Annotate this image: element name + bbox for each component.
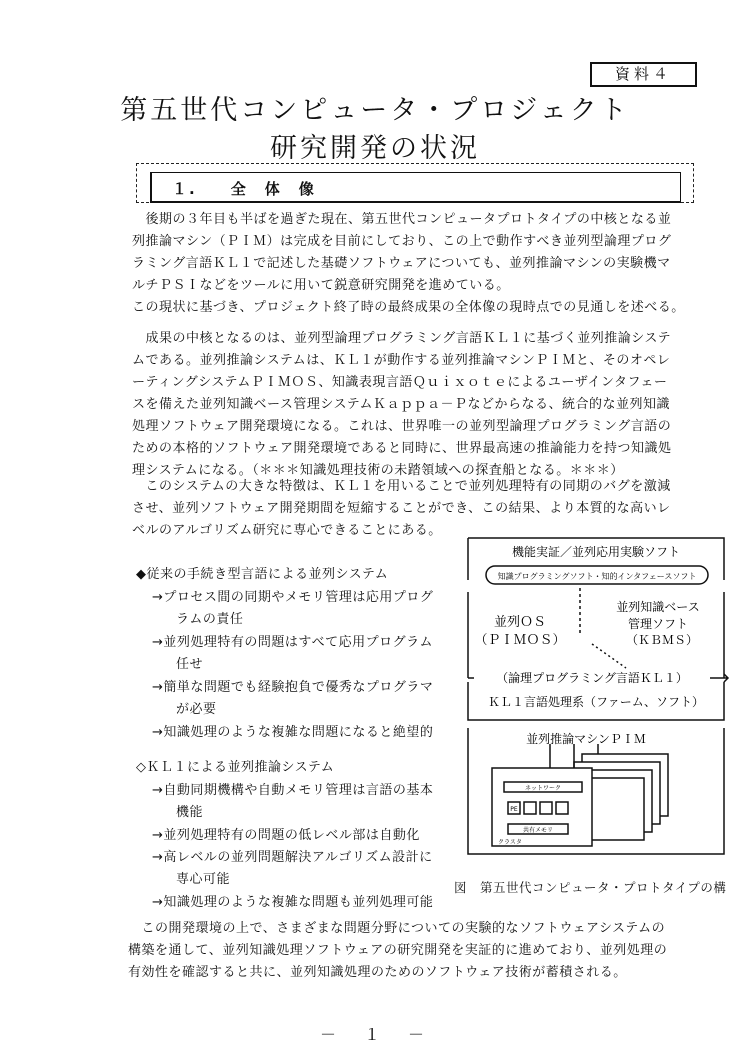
list-item: →知識処理のような複雑な問題も並列処理可能 bbox=[152, 895, 434, 910]
diagram-pe-label: PE bbox=[510, 806, 518, 813]
connector-dotted bbox=[592, 644, 626, 668]
diagram-os-line1: 並列ＯＳ bbox=[493, 615, 547, 630]
lang-arrow bbox=[710, 674, 728, 682]
diagram-top-label: 機能実証／並列応用実験ソフト bbox=[511, 545, 681, 559]
section-heading: １. 全 体 像 bbox=[172, 180, 316, 198]
diagram-kbms-line1: 並列知識ベース bbox=[616, 600, 700, 614]
document-tag: 資料４ bbox=[590, 62, 697, 87]
title-line-1: 第五世代コンピュータ・プロジェクト bbox=[120, 95, 630, 126]
diagram-lang-label: （論理プログラミング言語ＫＬ１） bbox=[496, 671, 688, 685]
diagram-pim-label: 並列推論マシンＰＩＭ bbox=[526, 732, 646, 746]
paragraph-4: この開発環境の上で、さまざまな問題分野についての実験的なソフトウェアシステムの 構築を通して、並列知識処理ソフトウェアの研究開発を実証的に進めており、並列処理の 有効性を確認すると共に、並列知識処理のためのソフトウェア技術が蓄積される。 bbox=[128, 921, 668, 980]
diagram-proc-label: ＫＬ１言語処理系（ファーム、ソフト） bbox=[487, 695, 705, 709]
diagram-cluster-label: クラスタ bbox=[498, 839, 522, 846]
list-item: が必要 bbox=[176, 702, 217, 717]
diagram-kbms-line3: （ＫＢＭＳ） bbox=[625, 633, 699, 647]
list-item: →簡単な問題でも経験抱負で優秀なプログラマ bbox=[152, 680, 434, 695]
list-item: →自動同期機構や自動メモリ管理は言語の基本 bbox=[152, 783, 434, 798]
list-item: →プロセス間の同期やメモリ管理は応用プログ bbox=[152, 590, 434, 605]
paragraph-1: 後期の３年目も半ばを過ぎた現在、第五世代コンピュータプロトタイプの中核となる並 列推論マシン（ＰＩＭ）は完成を目前にしており、この上で動作すべき並列型論理プログ ラミング言語ＫＬ１で記述した基礎ソフトウェアについても、並列推論マシンの実験機マ ルチＰＳＩなどをツールに用いて鋭意研究開発を進めている。 この現状に基づき、プロジェクト終了時の最終成果の全体像の現時点での見通しを述べる。 bbox=[132, 212, 685, 315]
list-a-title: ◆従来の手続き型言語による並列システム bbox=[136, 567, 389, 582]
figure-caption: 図 第五世代コンピュータ・プロトタイプの構 bbox=[454, 880, 727, 895]
title-line-2: 研究開発の状況 bbox=[270, 133, 480, 164]
page-number: － １ － bbox=[319, 1025, 430, 1044]
diagram-kbms-line2: 管理ソフト bbox=[627, 617, 689, 631]
list-item: 任せ bbox=[176, 657, 204, 672]
list-item: →並列処理特有の問題の低レベル部は自動化 bbox=[152, 828, 420, 843]
list-item: →高レベルの並列問題解決アルゴリズム設計に bbox=[152, 850, 433, 865]
list-item: ラムの責任 bbox=[176, 612, 244, 627]
list-item: 専心可能 bbox=[176, 872, 231, 887]
list-item: →知識処理のような複雑な問題になると絶望的 bbox=[152, 725, 434, 740]
list-b-title: ◇ＫＬ１による並列推論システム bbox=[136, 760, 335, 775]
paragraph-2: 成果の中核となるのは、並列型論理プログラミング言語ＫＬ１に基づく並列推論システ ムである。並列推論システムは、ＫＬ１が動作する並列推論マシンＰＩＭと、そのオペレ ーティングシステムＰＩＭＯＳ、知識表現言語Ｑｕｉｘｏｔｅによるユーザインタフェー スを備えた並列知識ベース管理システムＫａｐｐａ－Ｐなどからなる、統合的な並列知識 処理ソフトウェア開発環境になる。これは、世界唯一の並列型論理プログラミング言語の ための本格的ソフトウェア開発環境であると同時に、世界最高速の推論能力を持つ知識処 理システムになる。（＊＊＊知識処理技術の未踏領域への探査船となる。＊＊＊） bbox=[132, 331, 672, 478]
prototype-diagram bbox=[462, 532, 732, 880]
paragraph-3: このシステムの大きな特徴は、ＫＬ１を用いることで並列処理特有の同期のバグを激減 させ、並列ソフトウェア開発期間を短縮することができ、この結果、より本質的な高いレ ベルのアルゴリズム研究に専心できることにある。 bbox=[132, 479, 671, 538]
diagram-os-line2: （ＰＩＭＯＳ） bbox=[474, 633, 566, 648]
list-item: →並列処理特有の問題はすべて応用プログラム bbox=[152, 635, 434, 650]
diagram-network-label: ネットワーク bbox=[524, 785, 562, 792]
diagram-pill-label: 知識プログラミングソフト・知的インタフェースソフト bbox=[497, 572, 697, 581]
diagram-memory-label: 共有メモリ bbox=[522, 827, 554, 834]
list-item: 機能 bbox=[176, 805, 204, 820]
